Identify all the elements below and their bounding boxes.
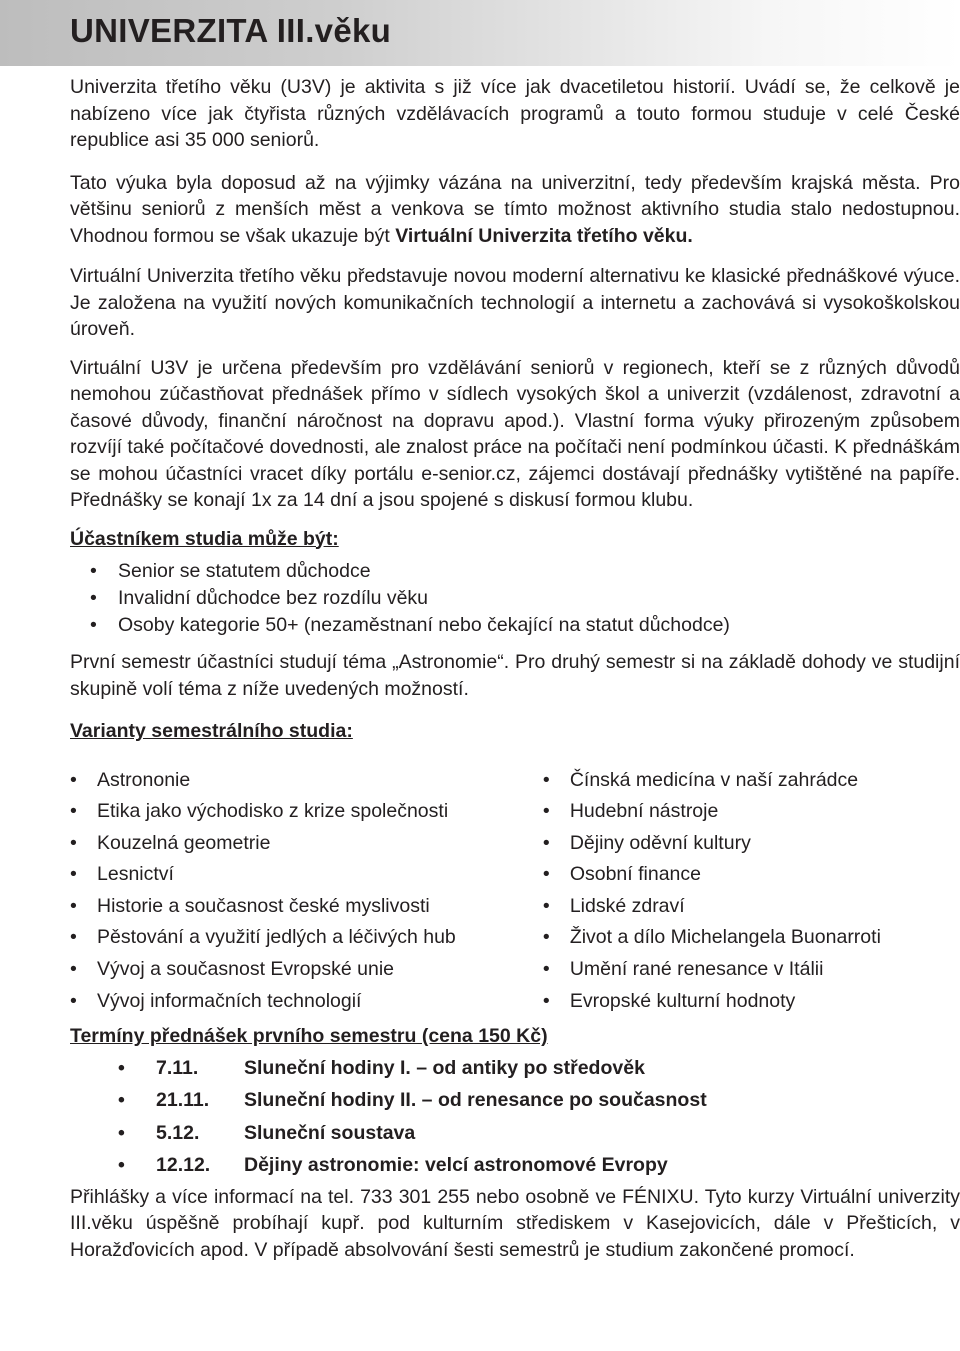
term-topic: Sluneční soustava (244, 1121, 416, 1144)
term-date: • 12.12. (156, 1154, 211, 1177)
list-item: • Vývoj a současnost Evropské unie (70, 954, 543, 986)
intro-paragraph-3: Virtuální Univerzita třetího věku představuje novou moderní alternativu ke klasické přednáškové výuce. Je založena na využití nových komunikačních technologií a internetu a zachovává si vysokoškolskou úroveň. (70, 265, 960, 340)
list-item: • Lesnictví (70, 859, 543, 891)
variants-right-list (543, 765, 960, 1018)
list-item: • Čínská medicína v naší zahrádce (543, 765, 960, 797)
semester-paragraph: První semestr účastníci studují téma „Astronomie“. Pro druhý semestr si na základě dohody ve studijní skupině volí téma z níže uvedených možností. (70, 651, 960, 700)
document-body (70, 74, 960, 1263)
variants-columns (70, 765, 960, 1018)
list-item: • Život a dílo Michelangela Buonarroti (543, 922, 960, 954)
list-item: • Lidské zdraví (543, 891, 960, 923)
variants-heading: Varianty semestrálního studia: (70, 720, 353, 742)
term-date: • 21.11. (156, 1089, 210, 1112)
list-item: • Umění rané renesance v Itálii (543, 954, 960, 986)
list-item: • Vývoj informačních technologií (70, 986, 543, 1018)
term-topic: Sluneční hodiny I. – od antiky po středověk (244, 1056, 645, 1079)
term-item (118, 1084, 960, 1117)
title-banner (0, 0, 960, 66)
intro-paragraph-2 (70, 170, 960, 250)
list-item: • Hudební nástroje (543, 796, 960, 828)
list-item: • Osoby kategorie 50+ (nezaměstnaní nebo čekající na statut důchodce) (90, 612, 960, 639)
intro-paragraph-2-text: Tato výuka byla doposud až na výjimky vázána na univerzitní, tedy především krajská města. Pro většinu seniorů z menších měst a venkova se tímto možnost aktivního studia stalo nedostupnou. Vhodnou formou se však ukazuje být (70, 171, 960, 247)
term-topic: Sluneční hodiny II. – od renesance po současnost (244, 1089, 707, 1112)
term-topic: Dějiny astronomie: velcí astronomové Evropy (244, 1154, 668, 1177)
list-item: • Astrononie (70, 765, 543, 797)
participants-heading: Účastníkem studia může být: (70, 527, 339, 550)
list-item: • Osobní finance (543, 859, 960, 891)
term-item (118, 1052, 960, 1085)
variants-left-list (70, 765, 543, 1018)
list-item: • Pěstování a využití jedlých a léčivých hub (70, 922, 543, 954)
closing-paragraph: Přihlášky a více informací na tel. 733 301 255 nebo osobně ve FÉNIXU. Tyto kurzy Virtuální univerzity III.věku úspěšně probíhají kupř. pod kulturním střediskem v Kasejovicích, dále v Přešticích, v Horažďovicích apod. V případě absolvování šesti semestrů je studium zakončené promocí. (70, 1185, 960, 1261)
terms-list (118, 1052, 960, 1182)
term-item (118, 1149, 960, 1182)
list-item: • Evropské kulturní hodnoty (543, 986, 960, 1018)
intro-paragraph-4: Virtuální U3V je určena především pro vzdělávání seniorů v regionech, kteří se z různých důvodů nemohou zúčastňovat přednášek přímo v sídlech vysokých škol a univerzit (vzdálenost, zdravotní a časové důvody, finanční náročnost na dopravu apod.). Vlastní forma výuky přirozeným způsobem rozvíjí také počítačové dovednosti, ale znalost práce na počítači není podmínkou účasti. K přednáškám se mohou účastníci vracet díky portálu e-senior.cz, zájemci dostávají přednášky vytištěné na papíře. Přednášky se konají 1x za 14 dní a jsou spojené s diskusí formou klubu. (70, 356, 960, 511)
list-item: • Etika jako východisko z krize společnosti (70, 796, 543, 828)
terms-heading: Termíny přednášek prvního semestru (cena 150 Kč) (70, 1025, 548, 1048)
intro-paragraph-1: Univerzita třetího věku (U3V) je aktivita s již více jak dvacetiletou historií. Uvádí se, že celkově je nabízeno více jak čtyřista různých vzdělávacích programů a touto formou studuje v celé České republice asi 35 000 seniorů. (70, 76, 960, 151)
list-item: • Kouzelná geometrie (70, 828, 543, 860)
list-item: • Dějiny oděvní kultury (543, 828, 960, 860)
participants-list (90, 558, 960, 639)
term-item (118, 1117, 960, 1150)
page-title: UNIVERZITA III.věku (70, 12, 392, 49)
list-item: • Senior se statutem důchodce (90, 558, 960, 585)
list-item: • Invalidní důchodce bez rozdílu věku (90, 585, 960, 612)
term-date: • 5.12. (156, 1121, 200, 1144)
list-item: • Historie a současnost české myslivosti (70, 891, 543, 923)
term-date: • 7.11. (156, 1056, 199, 1079)
virtual-u3v-emphasis: Virtuální Univerzita třetího věku. (395, 224, 693, 247)
